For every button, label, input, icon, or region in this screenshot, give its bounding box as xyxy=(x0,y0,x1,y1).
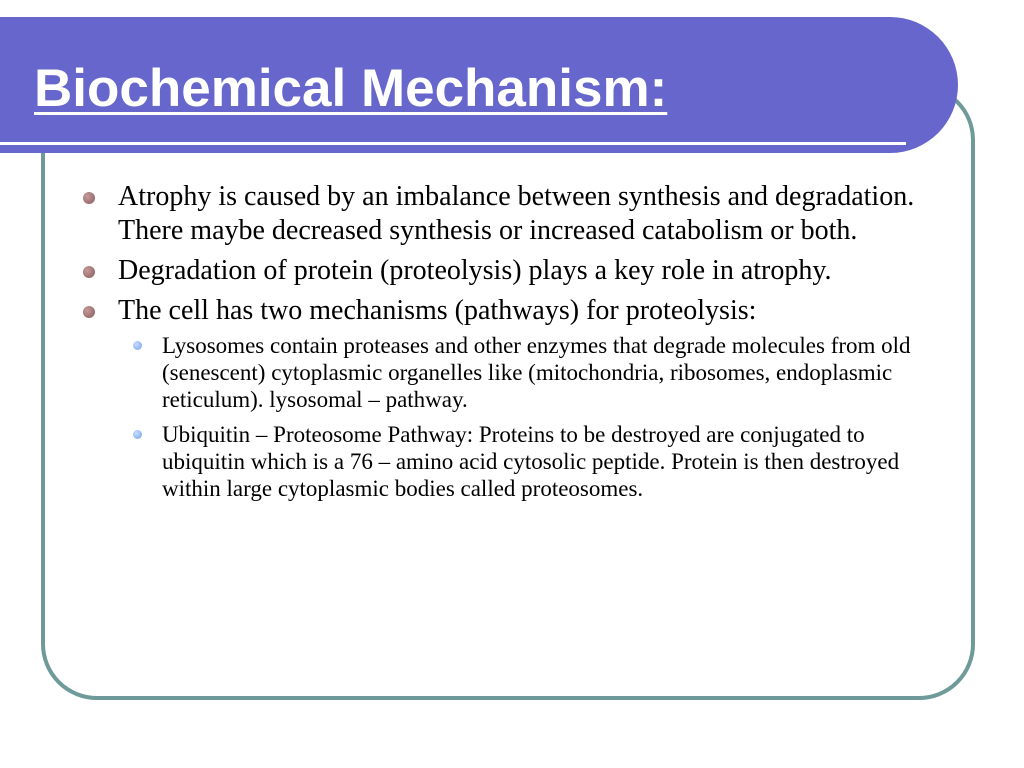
bullet-text: The cell has two mechanisms (pathways) for proteolysis: xyxy=(118,295,757,326)
bullet-list xyxy=(80,180,950,510)
sub-bullet-dot-icon xyxy=(133,341,142,350)
sub-bullet-item xyxy=(118,421,950,502)
bullet-item xyxy=(80,294,950,502)
sub-bullet-list xyxy=(118,332,950,502)
bullet-dot-icon xyxy=(83,192,95,204)
sub-bullet-item xyxy=(118,332,950,413)
bullet-dot-icon xyxy=(83,306,95,318)
bullet-text: Atrophy is caused by an imbalance between synthesis and degradation. There maybe decreased synthesis or increased catabolism or both. xyxy=(118,181,915,246)
bullet-text: Degradation of protein (proteolysis) plays a key role in atrophy. xyxy=(118,255,832,286)
title-underline-rule xyxy=(0,142,906,145)
slide-title: Biochemical Mechanism: xyxy=(34,59,668,118)
title-banner xyxy=(0,17,958,153)
bullet-item xyxy=(80,254,950,288)
sub-bullet-text: Lysosomes contain proteases and other enzymes that degrade molecules from old (senescent) cytoplasmic organelles like (mitochondria, ribosomes, endoplasmic reticulum). lysosomal – pathway. xyxy=(162,333,911,412)
bullet-item xyxy=(80,180,950,248)
sub-bullet-text: Ubiquitin – Proteosome Pathway: Proteins to be destroyed are conjugated to ubiquitin which is a 76 – amino acid cytosolic peptide. Protein is then destroyed within large cytoplasmic bodies called proteosomes. xyxy=(162,422,900,501)
sub-bullet-dot-icon xyxy=(133,430,142,439)
bullet-dot-icon xyxy=(83,266,95,278)
